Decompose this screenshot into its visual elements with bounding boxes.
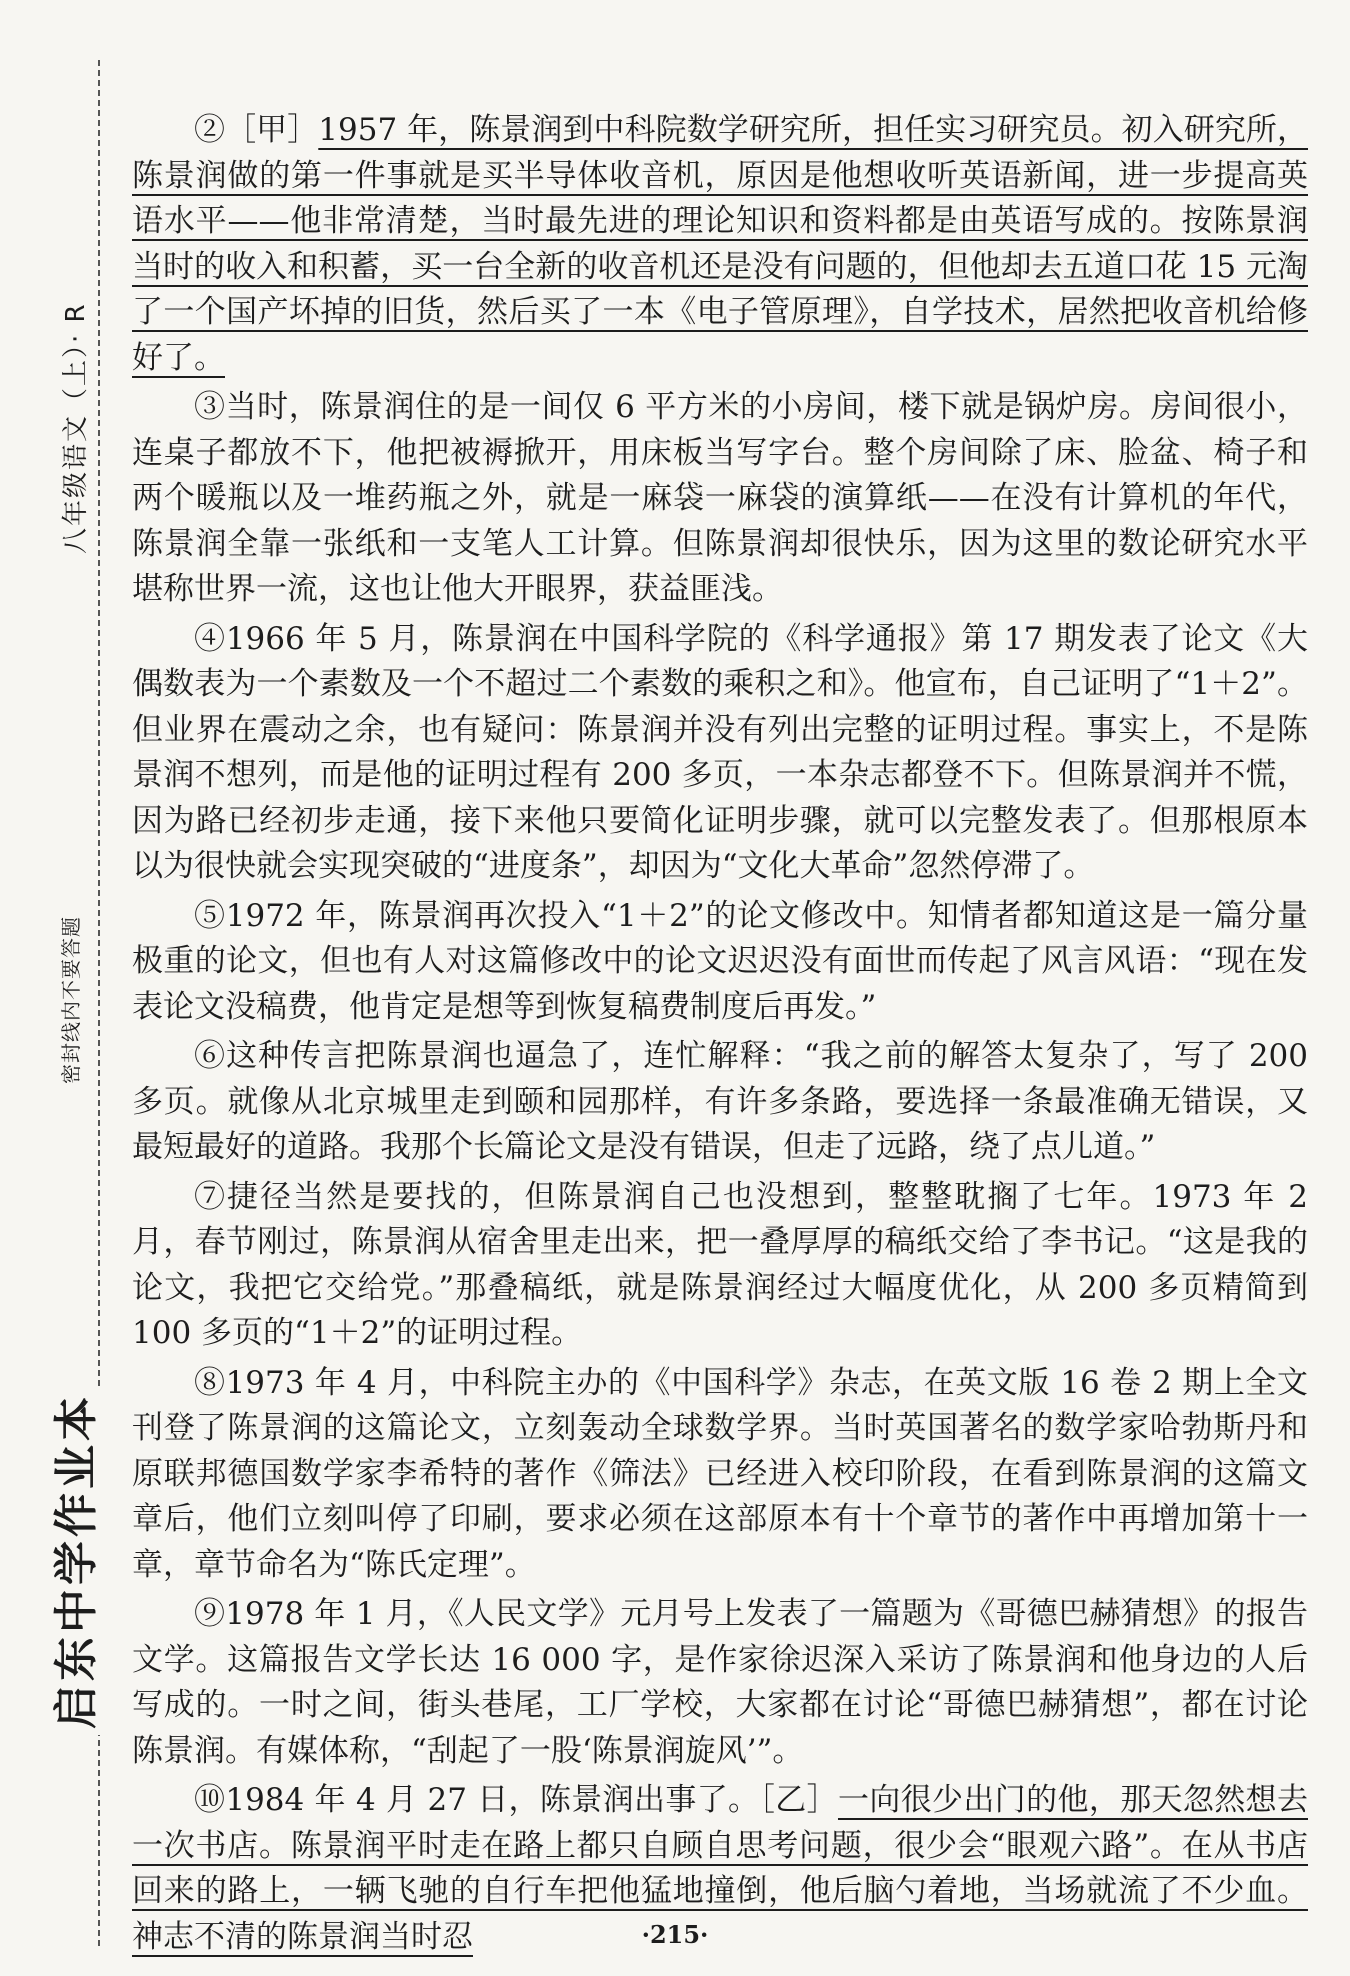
article-body bbox=[132, 108, 1308, 1964]
underlined-passage-yi: 一向很少出门的他，那天忽然想去一次书店。陈景润平时走在路上都只自顾自思考问题，很少会“眼观六路”。在从书店回来的路上，一辆飞驰的自行车把他猛地撞倒，他后脑勺着地，当场就流了不少血。神志不清的陈景润当时忍 bbox=[132, 1782, 1308, 1955]
grade-label: 八年级语文（上）· R bbox=[55, 296, 92, 560]
paragraph-text: ②［甲］ bbox=[194, 112, 319, 148]
paragraph-4 bbox=[132, 617, 1308, 890]
paragraph-2 bbox=[132, 108, 1308, 381]
paragraph-5 bbox=[132, 894, 1308, 1031]
underlined-passage-jia: 1957 年，陈景润到中科院数学研究所，担任实习研究员。初入研究所，陈景润做的第一件事就是买半导体收音机，原因是他想收听英语新闻，进一步提高英语水平——他非常清楚，当时最先进的理论知识和资料都是由英语写成的。按陈景润当时的收入和积蓄，买一台全新的收音机还是没有问题的，但他却去五道口花 15 元淘了一个国产坏掉的旧货，然后买了一本《电子管原理》，自学技术，居然把收音机给修好了。 bbox=[132, 112, 1309, 376]
paragraph-text: ④1966 年 5 月，陈景润在中国科学院的《科学通报》第 17 期发表了论文《大偶数表为一个素数及一个不超过二个素数的乘积之和》。他宣布，自己证明了“1＋2”。但业界在震动之余，也有疑问：陈景润并没有列出完整的证明过程。事实上，不是陈景润不想列，而是他的证明过程有 200 多页，一本杂志都登不下。但陈景润并不慌，因为路已经初步走通，接下来他只要简化证明步骤，就可以完整发表了。但那根原本以为很快就会实现突破的“进度条”，却因为“文化大革命”忽然停滞了。 bbox=[132, 620, 1308, 884]
paragraph-text: ⑥这种传言把陈景润也逼急了，连忙解释：“我之前的解答太复杂了，写了 200 多页。就像从北京城里走到颐和园那样，有许多条路，要选择一条最准确无错误，又最短最好的道路。我那个长篇论文是没有错误，但走了远路，绕了点儿道。” bbox=[132, 1038, 1308, 1165]
paragraph-text: ⑦捷径当然是要找的，但陈景润自己也没想到，整整耽搁了七年。1973 年 2 月，春节刚过，陈景润从宿舍里走出来，把一叠厚厚的稿纸交给了李书记。“这是我的论文，我把它交给党。”那叠稿纸，就是陈景润经过大幅度优化，从 200 多页精简到 100 多页的“1＋2”的证明过程。 bbox=[132, 1178, 1308, 1351]
paragraph-6 bbox=[132, 1034, 1308, 1171]
paragraph-text: ③当时，陈景润住的是一间仅 6 平方米的小房间，楼下就是锅炉房。房间很小，连桌子都放不下，他把被褥掀开，用床板当写字台。整个房间除了床、脸盆、椅子和两个暖瓶以及一堆药瓶之外，就是一麻袋一麻袋的演算纸——在没有计算机的年代，陈景润全靠一张纸和一支笔人工计算。但陈景润却很快乐，因为这里的数论研究水平堪称世界一流，这也让他大开眼界，获益匪浅。 bbox=[132, 389, 1308, 607]
paragraph-3 bbox=[132, 385, 1308, 613]
paragraph-9 bbox=[132, 1592, 1308, 1774]
paragraph-text: ⑧1973 年 4 月，中科院主办的《中国科学》杂志，在英文版 16 卷 2 期上全文刊登了陈景润的这篇论文，立刻轰动全球数学界。当时英国著名的数学家哈勃斯丹和原联邦德国数学家李希特的著作《筛法》已经进入校印阶段，在看到陈景润的这篇文章后，他们立刻叫停了印刷，要求必须在这部原本有十个章节的著作中再增加第十一章，章节命名为“陈氏定理”。 bbox=[132, 1364, 1308, 1583]
seal-note: 密封线内不要答题 bbox=[55, 910, 84, 1090]
paragraph-text: ⑨1978 年 1 月，《人民文学》元月号上发表了一篇题为《哥德巴赫猜想》的报告文学。这篇报告文学长达 16 000 字，是作家徐迟深入采访了陈景润和他身边的人后写成的。一时之间，街头巷尾，工厂学校，大家都在讨论“哥德巴赫猜想”，都在讨论陈景润。有媒体称，“刮起了一股‘陈景润旋风’”。 bbox=[132, 1596, 1308, 1769]
paragraph-7 bbox=[132, 1175, 1308, 1357]
paragraph-8 bbox=[132, 1361, 1308, 1589]
paragraph-text: ⑤1972 年，陈景润再次投入“1＋2”的论文修改中。知情者都知道这是一篇分量极重的论文，但也有人对这篇修改中的论文迟迟没有面世而传起了风言风语：“现在发表论文没稿费，他肯定是想等到恢复稿费制度后再发。” bbox=[132, 897, 1308, 1025]
paragraph-text: ⑩1984 年 4 月 27 日，陈景润出事了。［乙］ bbox=[194, 1782, 838, 1818]
binding-margin bbox=[0, 0, 120, 1976]
brand-label: 启东中学作业本 bbox=[40, 1387, 104, 1735]
page-number: ·215· bbox=[641, 1920, 709, 1949]
